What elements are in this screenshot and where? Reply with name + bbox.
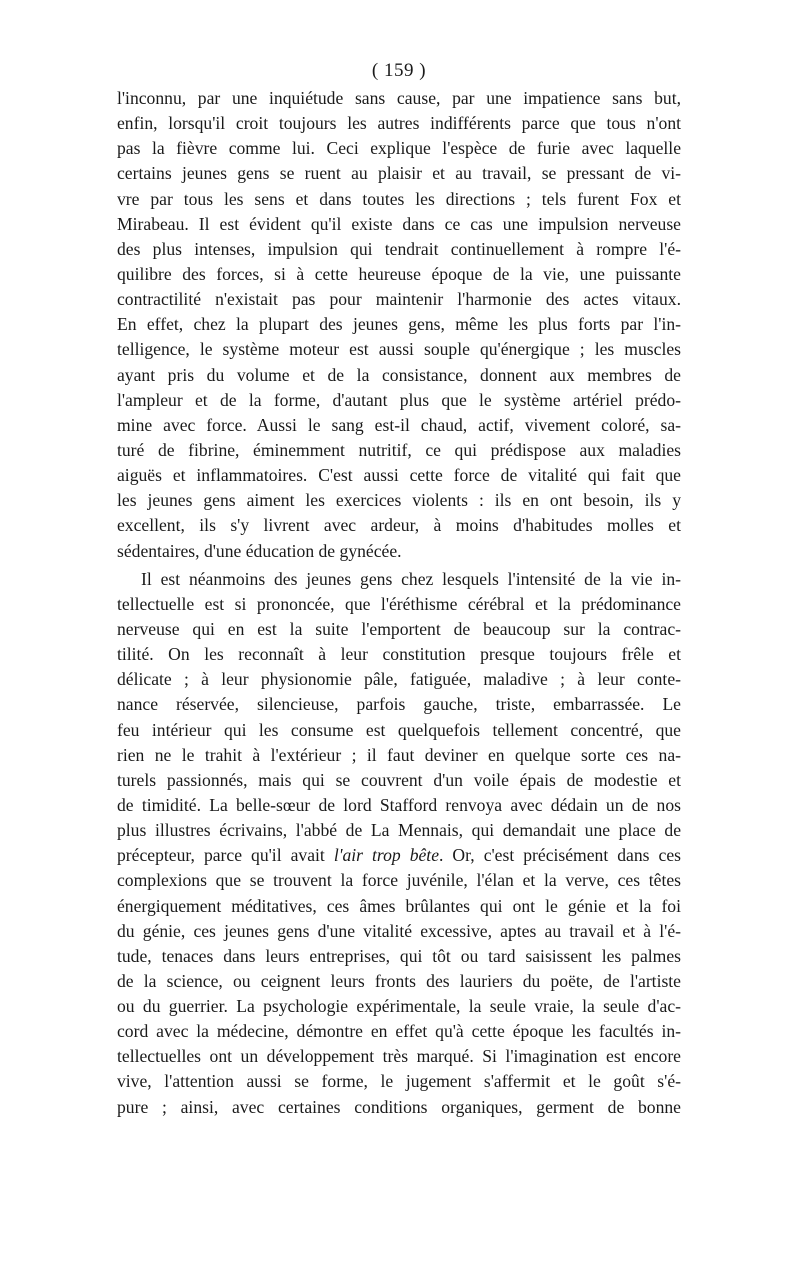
text-line: vre par tous les sens et dans toutes les directions ; tels furent Fox et <box>117 188 681 209</box>
text-span: précepteur, parce qu'il avait <box>117 845 334 866</box>
text-span: . Or, c'est précisément dans ces <box>439 845 681 866</box>
paragraph-2-lines-before <box>117 567 681 844</box>
text-line: rien ne le trahit à l'extérieur ; il faut deviner en quelque sorte ces na- <box>117 744 681 765</box>
text-line: énergiquement méditatives, ces âmes brûlantes qui ont le génie et la foi <box>117 895 681 916</box>
text-line: turé de fibrine, éminemment nutritif, ce qui prédispose aux maladies <box>117 439 681 460</box>
text-line: plus illustres écrivains, l'abbé de La Mennais, qui demandait une place de <box>117 820 681 841</box>
text-line: tellectuelles ont un développement très marqué. Si l'imagination est encore <box>117 1046 681 1067</box>
text-line: contractilité n'existait pas pour maintenir l'harmonie des actes vitaux. <box>117 289 681 310</box>
text-line: pas la fièvre comme lui. Ceci explique l'espèce de furie avec laquelle <box>117 138 681 159</box>
text-line: certains jeunes gens se ruent au plaisir et au travail, se pressant de vi- <box>117 163 681 184</box>
text-line: ayant pris du volume et de la consistance, donnent aux membres de <box>117 364 681 385</box>
text-line: nerveuse qui en est la suite l'emportent de beaucoup sur la contrac- <box>117 618 681 639</box>
text-line: excellent, ils s'y livrent avec ardeur, à moins d'habitudes molles et <box>117 515 681 536</box>
text-line: l'inconnu, par une inquiétude sans cause, par une impatience sans but, <box>117 88 681 108</box>
text-line: délicate ; à leur physionomie pâle, fatiguée, maladive ; à leur conte- <box>117 669 681 690</box>
text-line: de la science, ou ceignent leurs fronts des lauriers du poëte, de l'artiste <box>117 970 681 991</box>
text-line: cord avec la médecine, démontre en effet qu'à cette époque les facultés in- <box>117 1021 681 1042</box>
paragraph-2-lines-after <box>117 868 681 1119</box>
text-line: tilité. On les reconnaît à leur constitution presque toujours frêle et <box>117 644 681 665</box>
text-line: les jeunes gens aiment les exercices violents : ils en ont besoin, ils y <box>117 490 681 511</box>
text-line: de timidité. La belle-sœur de lord Stafford renvoya avec dédain un de nos <box>117 794 681 815</box>
text-line: des plus intenses, impulsion qui tendrait continuellement à rompre l'é- <box>117 238 681 259</box>
text-line: turels passionnés, mais qui se couvrent d'un voile épais de modestie et <box>117 769 681 790</box>
text-line: du génie, ces jeunes gens d'une vitalité excessive, aptes au travail et à l'é- <box>117 920 681 941</box>
text-line: feu intérieur qui les consume est quelquefois tellement concentré, que <box>117 719 681 740</box>
text-line: enfin, lorsqu'il croit toujours les autres indifférents parce que tous n'ont <box>117 113 681 134</box>
text-line: ou du guerrier. La psychologie expérimentale, la seule vraie, la seule d'ac- <box>117 996 681 1017</box>
text-line: tellectuelle est si prononcée, que l'éréthisme cérébral et la prédominance <box>117 593 681 614</box>
page-number: ( 159 ) <box>371 60 427 81</box>
text-line: Il est néanmoins des jeunes gens chez lesquels l'intensité de la vie in- <box>141 568 681 589</box>
text-line: pure ; ainsi, avec certaines conditions organiques, germent de bonne <box>117 1096 681 1117</box>
text-line: En effet, chez la plupart des jeunes gens, même les plus forts par l'in- <box>117 314 681 335</box>
text-line: tude, tenaces dans leurs entreprises, qui tôt ou tard saisissent les palmes <box>117 945 681 966</box>
text-line: sédentaires, d'une éducation de gynécée. <box>117 540 402 561</box>
text-line: aiguës et inflammatoires. C'est aussi cette force de vitalité qui fait que <box>117 465 681 486</box>
paragraph-1 <box>117 86 681 564</box>
paragraph-2 <box>117 567 681 1120</box>
text-line: quilibre des forces, si à cette heureuse époque de la vie, une puissante <box>117 263 681 284</box>
text-line: nance réservée, silencieuse, parfois gauche, triste, embarrassée. Le <box>117 694 681 715</box>
text-line: mine avec force. Aussi le sang est-il chaud, actif, vivement coloré, sa- <box>117 414 681 435</box>
italic-phrase: l'air trop bête <box>333 845 440 866</box>
text-line: telligence, le système moteur est aussi souple qu'énergique ; les muscles <box>117 339 681 360</box>
text-line: l'ampleur et de la forme, d'autant plus que le système artériel prédo- <box>117 389 681 410</box>
book-page <box>117 60 681 1120</box>
text-line-italic <box>117 843 681 868</box>
text-line: complexions que se trouvent la force juvénile, l'élan et la verve, ces têtes <box>117 870 681 891</box>
text-line: vive, l'attention aussi se forme, le jugement s'affermit et le goût s'é- <box>117 1071 681 1092</box>
text-line: Mirabeau. Il est évident qu'il existe dans ce cas une impulsion nerveuse <box>117 213 681 234</box>
